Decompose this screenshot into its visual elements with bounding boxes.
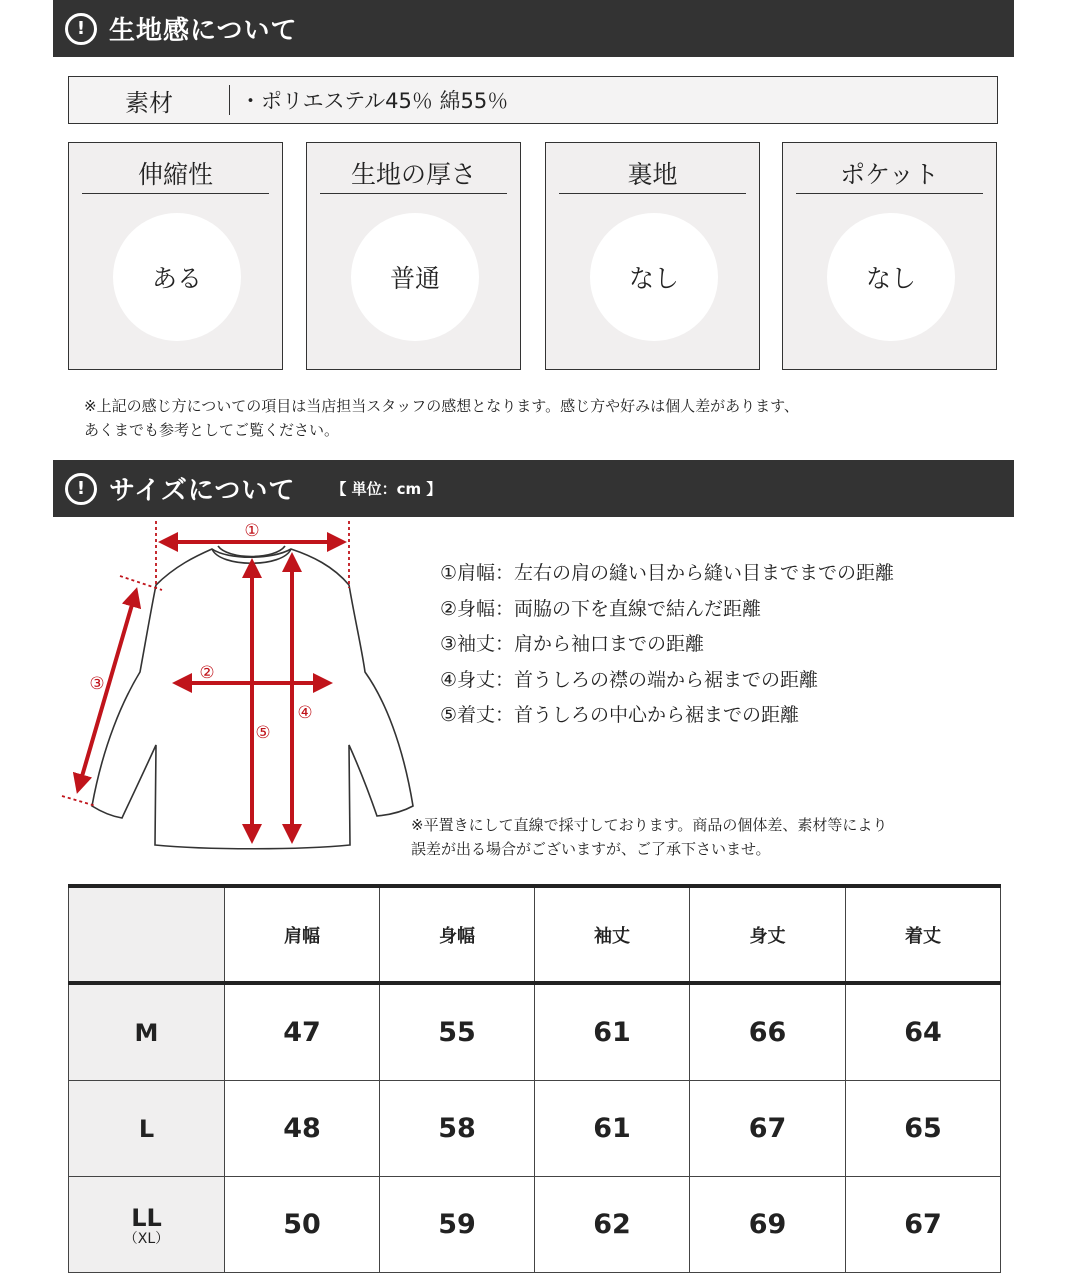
exclamation-circle-icon: !	[65, 13, 97, 45]
size-label: M	[69, 983, 225, 1081]
size-value: 48	[225, 1081, 380, 1177]
size-value: 47	[225, 983, 380, 1081]
size-value: 50	[225, 1177, 380, 1273]
size-value: 67	[846, 1177, 1001, 1273]
measure-arrows	[78, 542, 343, 840]
table-row	[69, 1177, 1001, 1273]
size-value: 58	[380, 1081, 535, 1177]
marker-3: ③	[89, 674, 105, 694]
legend-item: ①肩幅：左右の肩の縫い目から縫い目までまでの距離	[440, 562, 895, 584]
size-sub-label: （XL）	[123, 1230, 170, 1247]
size-value: 61	[535, 1081, 690, 1177]
legend-item: ④身丈：首うしろの襟の端から裾までの距離	[440, 668, 819, 691]
size-value: 55	[380, 983, 535, 1081]
legend-item: ⑤着丈：首うしろの中心から裾までの距離	[440, 704, 800, 726]
size-value: 67	[690, 1081, 846, 1177]
size-value: 69	[690, 1177, 846, 1273]
feature-label: ポケット	[796, 155, 983, 194]
feature-label: 生地の厚さ	[320, 155, 507, 194]
material-divider	[229, 85, 230, 115]
size-section-header	[53, 460, 1014, 517]
measure-note-line: 誤差が出る場合がございますが、ご了承下さいませ。	[411, 840, 771, 858]
feature-value: なし	[827, 213, 955, 341]
garment-measurement-diagram	[0, 517, 430, 857]
measurement-legend	[440, 556, 894, 734]
size-table-header: 肩幅	[225, 886, 380, 983]
size-value: 61	[535, 983, 690, 1081]
marker-1: ①	[244, 521, 260, 541]
size-unit: 【 単位：cm 】	[331, 480, 442, 498]
size-label: LL （XL）	[69, 1177, 225, 1273]
feature-label: 裏地	[559, 155, 746, 194]
marker-4: ④	[297, 703, 313, 723]
feature-card-lining	[545, 142, 760, 370]
feature-value: なし	[590, 213, 718, 341]
arrow-sleeve	[78, 591, 136, 790]
size-value: 62	[535, 1177, 690, 1273]
feature-card-stretch	[68, 142, 283, 370]
size-section-title: サイズについて	[109, 476, 296, 506]
legend-item: ③袖丈：肩から袖口までの距離	[440, 633, 705, 655]
size-table-corner	[69, 886, 225, 983]
size-table	[68, 884, 1001, 1273]
fabric-section-header	[53, 0, 1014, 57]
material-row	[68, 76, 998, 124]
legend-item: ②身幅：両脇の下を直線で結んだ距離	[440, 597, 762, 620]
fabric-note-line: あくまでも参考としてご覧ください。	[84, 421, 340, 439]
size-label: L	[69, 1081, 225, 1177]
size-table-header: 着丈	[846, 886, 1001, 983]
fabric-note	[84, 394, 799, 442]
size-value: 66	[690, 983, 846, 1081]
size-table-header: 袖丈	[535, 886, 690, 983]
table-row	[69, 1081, 1001, 1177]
feature-value: ある	[113, 213, 241, 341]
feature-card-thickness	[306, 142, 521, 370]
measure-note	[411, 813, 887, 861]
measure-note-line: ※平置きにして直線で採寸しております。商品の個体差、素材等により	[411, 816, 888, 834]
size-table-header: 身幅	[380, 886, 535, 983]
exclamation-circle-icon: !	[65, 473, 97, 505]
marker-5: ⑤	[255, 723, 271, 743]
size-table-header-row	[69, 886, 1001, 983]
table-row	[69, 983, 1001, 1081]
feature-label: 伸縮性	[82, 155, 269, 194]
marker-2: ②	[199, 663, 215, 683]
material-label: 素材	[125, 88, 173, 117]
size-value: 65	[846, 1081, 1001, 1177]
material-value: ・ポリエステル45％ 綿55％	[240, 89, 509, 113]
feature-card-pocket	[782, 142, 997, 370]
fabric-section-title: 生地感について	[109, 16, 298, 46]
size-value: 64	[846, 983, 1001, 1081]
size-table-header: 身丈	[690, 886, 846, 983]
size-value: 59	[380, 1177, 535, 1273]
fabric-note-line: ※上記の感じ方についての項目は当店担当スタッフの感想となります。感じ方や好みは個人差があります、	[84, 397, 799, 415]
feature-value: 普通	[351, 213, 479, 341]
